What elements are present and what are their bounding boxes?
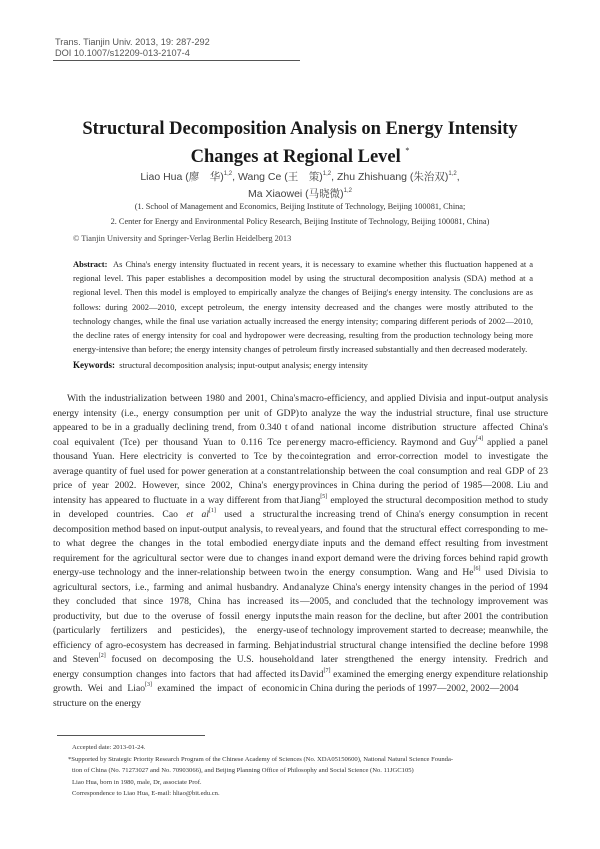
paper-title bbox=[0, 118, 600, 168]
correspondence[interactable]: Correspondence to Liao Hua, E-mail: hliao@bit.edu.cn. bbox=[72, 790, 220, 798]
funding-note-line-1: *Supported by Strategic Priority Research Program of the Chinese Academy of Sciences (No. XDA05150600), National Natural Science Founda- bbox=[68, 755, 454, 763]
body-text: focused on decomposing the U.S. household energy consumption changes into factors that had affected its growth. Wei and Liao bbox=[53, 654, 299, 694]
author-name-cn: (朱治双) bbox=[409, 171, 449, 183]
affiliations bbox=[0, 200, 600, 229]
abstract bbox=[73, 257, 533, 356]
author-list: Liao Hua (廖 华)$^{1,2}$, Wang Ce (王 策)$^{1,2}$, Zhu Zhishuang (朱治双)$^{1,2}$, Ma Xiaowei (马晓微)$^{1,2}$ bbox=[140, 171, 460, 200]
author-name-cn: (王 策) bbox=[284, 171, 323, 183]
accepted-date: Accepted date: 2013-01-24. bbox=[72, 744, 146, 751]
body-text: macro-efficiency, and applied Divisia and input-output analysis to analyze the way the industrial structure, final use structure and national income distribution structure affected China's energy macro-efficiency. Raymond and Guy bbox=[300, 393, 548, 448]
title-footnote-marker: * bbox=[405, 146, 410, 155]
header-rule bbox=[53, 60, 300, 61]
citation-ref-3[interactable]: [3] bbox=[145, 682, 152, 688]
citation-ref-4[interactable]: [4] bbox=[476, 435, 484, 442]
body-text: employed the structural decomposition method to study the increasing trend of China's energy consumption in recent years, and found that the structural effect corresponding to mediate inputs and the demand effect resulting from investment and export demand were the driving forces behind rapid growth in the energy consumption. Wang and He bbox=[300, 494, 548, 578]
title-line-1: Structural Decomposition Analysis on Energy Intensity bbox=[82, 119, 518, 139]
author-name: Wang Ce bbox=[237, 171, 282, 183]
body-text: examined the impact of economic structure on the energy bbox=[53, 683, 299, 709]
body-text: used a structural decomposition method based on input-output analysis, to reveal to what degree the changes in the total embodied energy requirement for the agricultural sector were due to changes in energy-use technology and the inner-relationship between two agricultural sectors, i.e., farming and animal husbandry. And they concluded that since 1978, China has increased its productivity, but due to the overuse of fossil energy inputs (particularly fertilizers and pesticides), the energy-use efficiency of agro-ecosystem has decreased in farming. Behjat and Steven bbox=[53, 509, 299, 665]
citation-ref-7[interactable]: [7] bbox=[323, 667, 331, 674]
keywords-text: structural decomposition analysis; input-output analysis; energy intensity bbox=[119, 360, 368, 370]
body-text: examined the emerging energy expenditure relationship in China during the periods of 1997—2002, 2002—2004 bbox=[300, 668, 548, 694]
doi[interactable]: DOI 10.1007/s12209-013-2107-4 bbox=[55, 48, 190, 58]
body-text: used Divisia to analyze China's energy intensity changes in the period of 1994—2005, and concluded that the technology improvement was the main reason for the decline, but after 2001 the contribution of technology improvement started to decrease; meanwhile, the industrial structural change intensified the decline before 1998 and later strengthened the energy intensity. Fredrich and David bbox=[300, 567, 548, 680]
author-name: Liao Hua bbox=[140, 171, 183, 183]
abstract-text: As China's energy intensity fluctuated in recent years, it is necessary to examine whether this fluctuation happened at a regional level. This paper establishes a decomposition model by using the structural decomposition analysis (SDA) method at a regional level. Then this model is employed to empirically analyze the changes of Beijing's energy intensity. The conclusions are as follows: during 2002—2010, except petroleum, the energy intensity decreased and the changes were mostly attributed to the technology changes, while the final use variation actually increased the energy intensity; comparing different periods of 2002—2010, the decline rates of energy intensity for coal and hydropower were decreasing, resulting from the production technology being more energy-intensive than before; the energy intensity changes of petroleum firstly increased substantially and then decreased moderately. bbox=[73, 259, 533, 355]
et-al: et al bbox=[186, 509, 209, 520]
body-column-left bbox=[53, 392, 299, 711]
author-bio: Liao Hua, born in 1980, male, Dr, associate Prof. bbox=[72, 778, 202, 786]
author-name-cn: (马晓微) bbox=[305, 188, 344, 200]
body-column-right bbox=[300, 392, 548, 697]
footnotes bbox=[68, 742, 547, 800]
citation-ref-1[interactable]: [1] bbox=[208, 508, 216, 514]
affiliation-1: (1. School of Management and Economics, Beijing Institute of Technology, Beijing 100081, China; bbox=[134, 202, 466, 211]
footnote-rule bbox=[57, 735, 205, 736]
author-name: Zhu Zhishuang bbox=[336, 171, 407, 183]
author-name-cn: (廖 华) bbox=[185, 171, 224, 183]
author-affiliation-ref: 1,2 bbox=[448, 171, 457, 177]
body-text: With the industrialization between 1980 and 2001, China's energy intensity (i.e., energy consumption per unit of GDP) appeared to be in a gradually declining trend, from 0.340 t of coal equivalent (Tce) per thousand Yuan to 0.116 Tce per thousand Yuan. Here electricity is converted to Tce by the average quantity of fuel used for power generation at a constant price of year 2002. However, since 2002, China's energy intensity has appeared to fluctuate in a way different from that in developed countries. Cao bbox=[53, 393, 299, 520]
author-affiliation-ref: 1,2 bbox=[223, 171, 233, 177]
title-line-2: Changes at Regional Level bbox=[190, 147, 401, 167]
citation-ref-6[interactable]: [6] bbox=[473, 566, 481, 572]
keywords bbox=[73, 360, 533, 370]
keywords-label: Keywords: bbox=[73, 360, 115, 370]
abstract-label: Abstract: bbox=[73, 259, 108, 269]
funding-note-line-2: tion of China (No. 71273027 and No. 70903066), and Beijing Planning Office of Philosophy and Social Science (No. 11JGC105) bbox=[72, 767, 414, 775]
body-text: applied a panel cointegration and error-correction model to investigate the relationship between the coal consumption and real GDP of 23 provinces in China during the period of 1985—2008. Liu and Jiang bbox=[300, 436, 548, 506]
journal-citation: Trans. Tianjin Univ. 2013, 19: 287-292 bbox=[55, 37, 210, 47]
author-name: Ma Xiaowei bbox=[247, 188, 303, 200]
citation-ref-5[interactable]: [5] bbox=[320, 493, 328, 500]
author-affiliation-ref: 1,2 bbox=[343, 188, 353, 194]
affiliation-2: 2. Center for Energy and Environmental Policy Research, Beijing Institute of Technology, Beijing 100081, China) bbox=[110, 216, 490, 226]
citation-ref-2[interactable]: [2] bbox=[98, 653, 106, 659]
copyright-notice: © Tianjin University and Springer-Verlag Berlin Heidelberg 2013 bbox=[73, 234, 292, 243]
author-affiliation-ref: 1,2 bbox=[322, 171, 332, 177]
running-head bbox=[55, 37, 210, 59]
